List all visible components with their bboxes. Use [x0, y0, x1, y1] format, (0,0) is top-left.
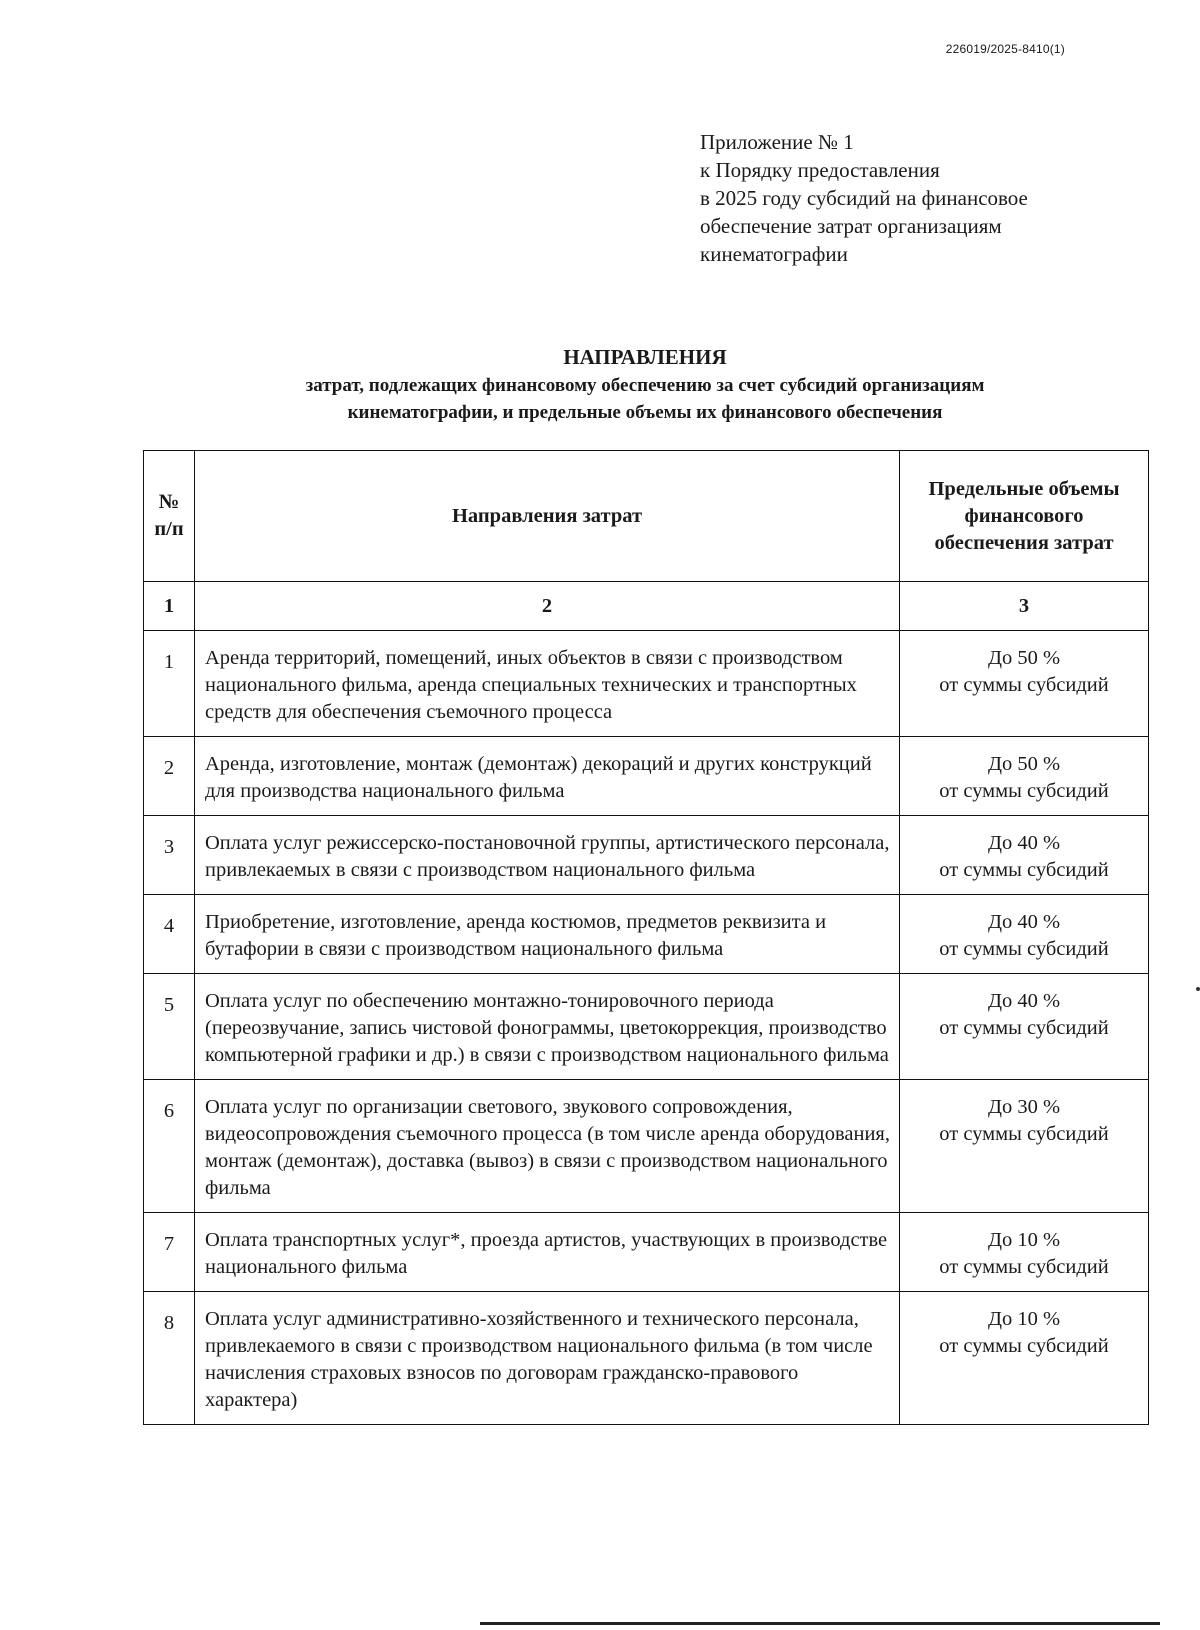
- row-number: 1: [144, 631, 195, 737]
- limit-base: от суммы субсидий: [939, 1256, 1109, 1278]
- limit-value: До 10 %: [987, 1229, 1061, 1251]
- scan-edge-mark: [1196, 987, 1200, 991]
- cost-directions-table: [143, 450, 1149, 1425]
- table-header-row: [144, 451, 1149, 582]
- row-limit: [900, 816, 1149, 895]
- limit-value: До 30 %: [987, 1096, 1061, 1118]
- row-number: 8: [144, 1292, 195, 1425]
- limit-base: от суммы субсидий: [939, 1335, 1109, 1357]
- limit-base: от суммы субсидий: [939, 938, 1109, 960]
- scan-bottom-rule: [480, 1622, 1160, 1625]
- row-direction: Аренда, изготовление, монтаж (демонтаж) декораций и других конструкций для производства национального фильма: [195, 737, 900, 816]
- row-limit: [900, 1080, 1149, 1213]
- row-number: 5: [144, 974, 195, 1080]
- row-number: 3: [144, 816, 195, 895]
- table-row: [144, 1213, 1149, 1292]
- appendix-line: обеспечение затрат организациям: [700, 214, 1002, 238]
- limit-base: от суммы субсидий: [939, 780, 1109, 802]
- appendix-line: Приложение № 1: [700, 130, 854, 154]
- table-row: [144, 631, 1149, 737]
- row-direction: Оплата услуг административно-хозяйственного и технического персонала, привлекаемого в связи с производством национального фильма (в том числе начисления страховых взносов по договорам гражданско-правового характера): [195, 1292, 900, 1425]
- row-limit: [900, 895, 1149, 974]
- row-limit: [900, 1292, 1149, 1425]
- limit-base: от суммы субсидий: [939, 859, 1109, 881]
- limit-value: До 50 %: [987, 753, 1061, 775]
- header-limit: Предельные объемы финансового обеспечения затрат: [900, 451, 1149, 582]
- row-direction: Аренда территорий, помещений, иных объектов в связи с производством национального фильма, аренда специальных технических и транспортных средств для обеспечения съемочного процесса: [195, 631, 900, 737]
- appendix-reference: [700, 128, 1120, 268]
- column-index-row: [144, 582, 1149, 631]
- header-direction: Направления затрат: [195, 451, 900, 582]
- row-number: 7: [144, 1213, 195, 1292]
- title-subtitle-line-1: затрат, подлежащих финансовому обеспечению за счет субсидий организациям: [305, 375, 985, 396]
- limit-value: До 40 %: [987, 911, 1061, 933]
- row-direction: Приобретение, изготовление, аренда костюмов, предметов реквизита и бутафории в связи с производством национального фильма: [195, 895, 900, 974]
- row-number: 6: [144, 1080, 195, 1213]
- row-direction: Оплата услуг режиссерско-постановочной группы, артистического персонала, привлекаемых в связи с производством национального фильма: [195, 816, 900, 895]
- column-index: 3: [900, 582, 1149, 631]
- row-limit: [900, 1213, 1149, 1292]
- table-row: [144, 816, 1149, 895]
- limit-base: от суммы субсидий: [939, 1017, 1109, 1039]
- table-row: [144, 974, 1149, 1080]
- row-limit: [900, 737, 1149, 816]
- row-limit: [900, 631, 1149, 737]
- document-title: [130, 342, 1160, 426]
- limit-value: До 40 %: [987, 990, 1061, 1012]
- row-direction: Оплата услуг по организации светового, звукового сопровождения, видеосопровождения съемочного процесса (в том числе аренда оборудования, монтаж (демонтаж), доставка (вывоз) в связи с производством национального фильма: [195, 1080, 900, 1213]
- column-index: 2: [195, 582, 900, 631]
- table-row: [144, 1080, 1149, 1213]
- header-number: № п/п: [144, 451, 195, 582]
- limit-value: До 50 %: [987, 647, 1061, 669]
- limit-base: от суммы субсидий: [939, 1123, 1109, 1145]
- limit-value: До 40 %: [987, 832, 1061, 854]
- appendix-line: в 2025 году субсидий на финансовое: [700, 186, 1028, 210]
- limit-base: от суммы субсидий: [939, 674, 1109, 696]
- title-subtitle-line-2: кинематографии, и предельные объемы их финансового обеспечения: [347, 402, 943, 423]
- appendix-line: к Порядку предоставления: [700, 158, 940, 182]
- row-number: 2: [144, 737, 195, 816]
- row-direction: Оплата услуг по обеспечению монтажно-тонировочного периода (переозвучание, запись чистовой фонограммы, цветокоррекция, производство компьютерной графики и др.) в связи с производством национального фильма: [195, 974, 900, 1080]
- table-row: [144, 737, 1149, 816]
- row-number: 4: [144, 895, 195, 974]
- row-limit: [900, 974, 1149, 1080]
- table-row: [144, 895, 1149, 974]
- table-row: [144, 1292, 1149, 1425]
- title-main: НАПРАВЛЕНИЯ: [563, 345, 727, 369]
- appendix-line: кинематографии: [700, 242, 848, 266]
- row-direction: Оплата транспортных услуг*, проезда артистов, участвующих в производстве национального фильма: [195, 1213, 900, 1292]
- document-id: 226019/2025-8410(1): [945, 42, 1065, 56]
- limit-value: До 10 %: [987, 1308, 1061, 1330]
- column-index: 1: [144, 582, 195, 631]
